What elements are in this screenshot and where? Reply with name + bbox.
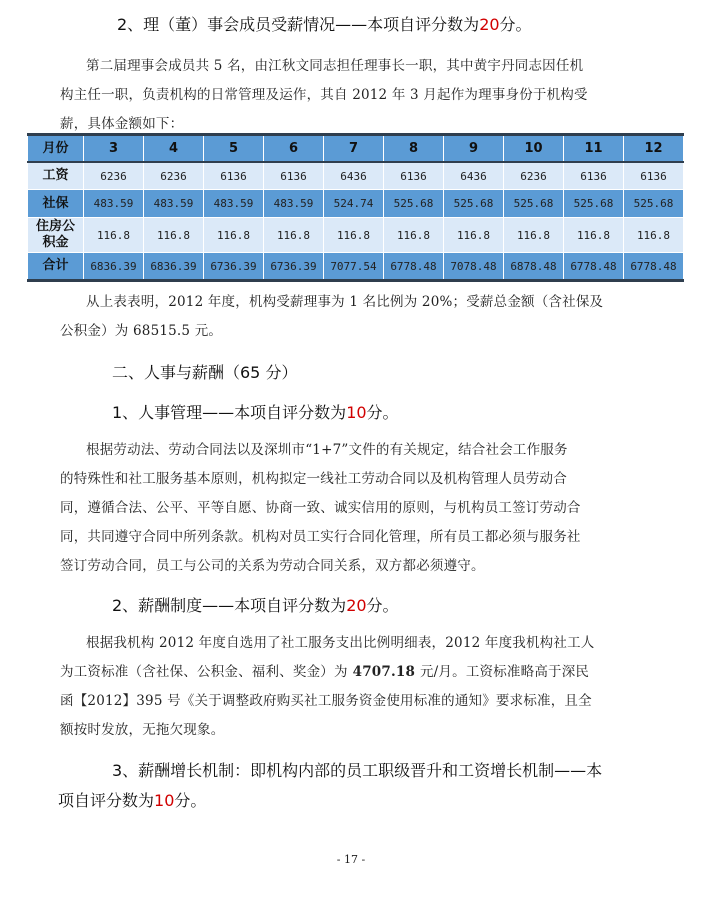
- table-cell: 525.68: [624, 190, 684, 218]
- table-cell: 116.8: [204, 218, 264, 253]
- table-cell: 7078.48: [444, 253, 504, 281]
- table-cell: 116.8: [624, 218, 684, 253]
- table-cell: 116.8: [324, 218, 384, 253]
- paragraph-line: [60, 658, 680, 687]
- month-header-cell: 9: [444, 135, 504, 163]
- table-cell: 116.8: [144, 218, 204, 253]
- table-cell: 6236: [504, 162, 564, 190]
- table-cell: 6136: [564, 162, 624, 190]
- row-label-line: 积金: [42, 235, 69, 250]
- section-heading-hr-management: [112, 401, 399, 425]
- paragraph-line: 额按时发放，无拖欠现象。: [60, 722, 225, 738]
- table-cell: 6236: [144, 162, 204, 190]
- paragraph-line: 构主任一职，负责机构的日常管理及运作，其自 2012 年 3 月起作为理事身份于机构受: [60, 87, 588, 103]
- heading-line: [58, 786, 602, 816]
- heading-text: 2、理（董）事会成员受薪情况——本项自评分数为: [117, 15, 480, 34]
- table-cell: 525.68: [384, 190, 444, 218]
- section-heading-board-pay: [117, 13, 532, 37]
- paragraph-line: 公积金）为 68515.5 元。: [60, 323, 223, 339]
- text-run: 为工资标准（含社保、公积金、福利、奖金）为: [60, 664, 348, 680]
- paragraph-line: 第二届理事会成员共 5 名，由江秋文同志担任理事长一职，其中黄宇丹同志因任机: [86, 58, 584, 74]
- heading-text: 2、薪酬制度——本项自评分数为: [112, 596, 347, 615]
- paragraph-line: 从上表表明，2012 年度，机构受薪理事为 1 名比例为 20%；受薪总金额（含社保及: [86, 294, 604, 310]
- month-header-cell: 11: [564, 135, 624, 163]
- table-cell: 6778.48: [384, 253, 444, 281]
- paragraph-line: 同，遵循合法、公平、平等自愿、协商一致、诚实信用的原则，与机构员工签订劳动合: [60, 500, 581, 516]
- score-value: 10: [346, 403, 367, 422]
- paragraph-line: 根据劳动法、劳动合同法以及深圳市“1+7”文件的有关规定，结合社会工作服务: [86, 442, 568, 458]
- board-pay-table: [27, 133, 684, 282]
- table-cell: 483.59: [264, 190, 324, 218]
- table-cell: 483.59: [144, 190, 204, 218]
- row-label: 社保: [28, 190, 84, 218]
- paragraph-line: 薪，具体金额如下：: [60, 116, 184, 132]
- hr-management-paragraph: [60, 436, 680, 581]
- score-value: 10: [154, 791, 175, 810]
- month-header-cell: 6: [264, 135, 324, 163]
- table-cell: 483.59: [84, 190, 144, 218]
- month-header-cell: 3: [84, 135, 144, 163]
- month-header-cell: 12: [624, 135, 684, 163]
- table-cell: 6136: [204, 162, 264, 190]
- table-cell: 524.74: [324, 190, 384, 218]
- table-cell: 6778.48: [624, 253, 684, 281]
- table-summary-paragraph: [60, 288, 680, 346]
- month-header-cell: 7: [324, 135, 384, 163]
- table-cell: 525.68: [564, 190, 624, 218]
- month-header-cell: 8: [384, 135, 444, 163]
- section-heading-salary-system: [112, 594, 399, 618]
- row-label: 工资: [28, 162, 84, 190]
- table-cell: 525.68: [504, 190, 564, 218]
- heading-text: 项自评分数为: [58, 791, 155, 810]
- table-cell: 6136: [264, 162, 324, 190]
- heading-line: 3、薪酬增长机制：即机构内部的员工职级晋升和工资增长机制——本: [112, 761, 603, 780]
- table-cell: 6736.39: [204, 253, 264, 281]
- paragraph-line: 签订劳动合同，员工与公司的关系为劳动合同关系，双方都必须遵守。: [60, 558, 485, 574]
- page-number: - 17 -: [336, 853, 366, 866]
- heading-suffix: 分。: [366, 403, 399, 422]
- table-cell: 6778.48: [564, 253, 624, 281]
- month-header-label: 月份: [28, 135, 84, 163]
- table-row-housing-fund: [28, 218, 684, 253]
- table-cell: 116.8: [564, 218, 624, 253]
- table-cell: 6136: [384, 162, 444, 190]
- table-cell: 116.8: [84, 218, 144, 253]
- row-label: 合计: [28, 253, 84, 281]
- paragraph-line: 同，共同遵守合同中所列条款。机构对员工实行合同化管理，所有员工都必须与服务社: [60, 529, 581, 545]
- paragraph-line: 根据我机构 2012 年度自选用了社工服务支出比例明细表，2012 年度我机构社工人: [86, 635, 595, 651]
- score-value: 20: [479, 15, 500, 34]
- table-cell: 6136: [624, 162, 684, 190]
- score-value: 20: [346, 596, 367, 615]
- section-title-hr-pay: 二、人事与薪酬（65 分）: [112, 363, 298, 382]
- table-cell: 6836.39: [84, 253, 144, 281]
- table-cell: 6236: [84, 162, 144, 190]
- paragraph-line: 函【2012】395 号《关于调整政府购买社工服务资金使用标准的通知》要求标准，且全: [60, 693, 592, 709]
- board-pay-paragraph: [60, 52, 680, 139]
- heading-suffix: 分。: [174, 791, 207, 810]
- table-cell: 7077.54: [324, 253, 384, 281]
- section-heading-salary-growth: [58, 756, 603, 816]
- row-label: [28, 218, 84, 253]
- table-row-social-insurance: [28, 190, 684, 218]
- month-header-cell: 10: [504, 135, 564, 163]
- table-row-salary: [28, 162, 684, 190]
- table-cell: 6736.39: [264, 253, 324, 281]
- heading-suffix: 分。: [499, 15, 532, 34]
- month-header-cell: 4: [144, 135, 204, 163]
- table-cell: 6878.48: [504, 253, 564, 281]
- table-cell: 6436: [324, 162, 384, 190]
- table-cell: 525.68: [444, 190, 504, 218]
- table-header-row: [28, 135, 684, 163]
- paragraph-line: 的特殊性和社工服务基本原则，机构拟定一线社工劳动合同以及机构管理人员劳动合: [60, 471, 567, 487]
- salary-standard-value: 4707.18: [347, 664, 420, 680]
- table-cell: 116.8: [504, 218, 564, 253]
- table-row-total: [28, 253, 684, 281]
- heading-text: 1、人事管理——本项自评分数为: [112, 403, 347, 422]
- table-cell: 116.8: [384, 218, 444, 253]
- row-label-line: 住房公: [35, 219, 75, 234]
- table-cell: 6436: [444, 162, 504, 190]
- heading-suffix: 分。: [366, 596, 399, 615]
- month-header-cell: 5: [204, 135, 264, 163]
- table-cell: 116.8: [264, 218, 324, 253]
- table-cell: 6836.39: [144, 253, 204, 281]
- salary-system-paragraph: [60, 629, 680, 745]
- table-cell: 116.8: [444, 218, 504, 253]
- text-run: 元/月。工资标准略高于深民: [419, 664, 590, 680]
- table-cell: 483.59: [204, 190, 264, 218]
